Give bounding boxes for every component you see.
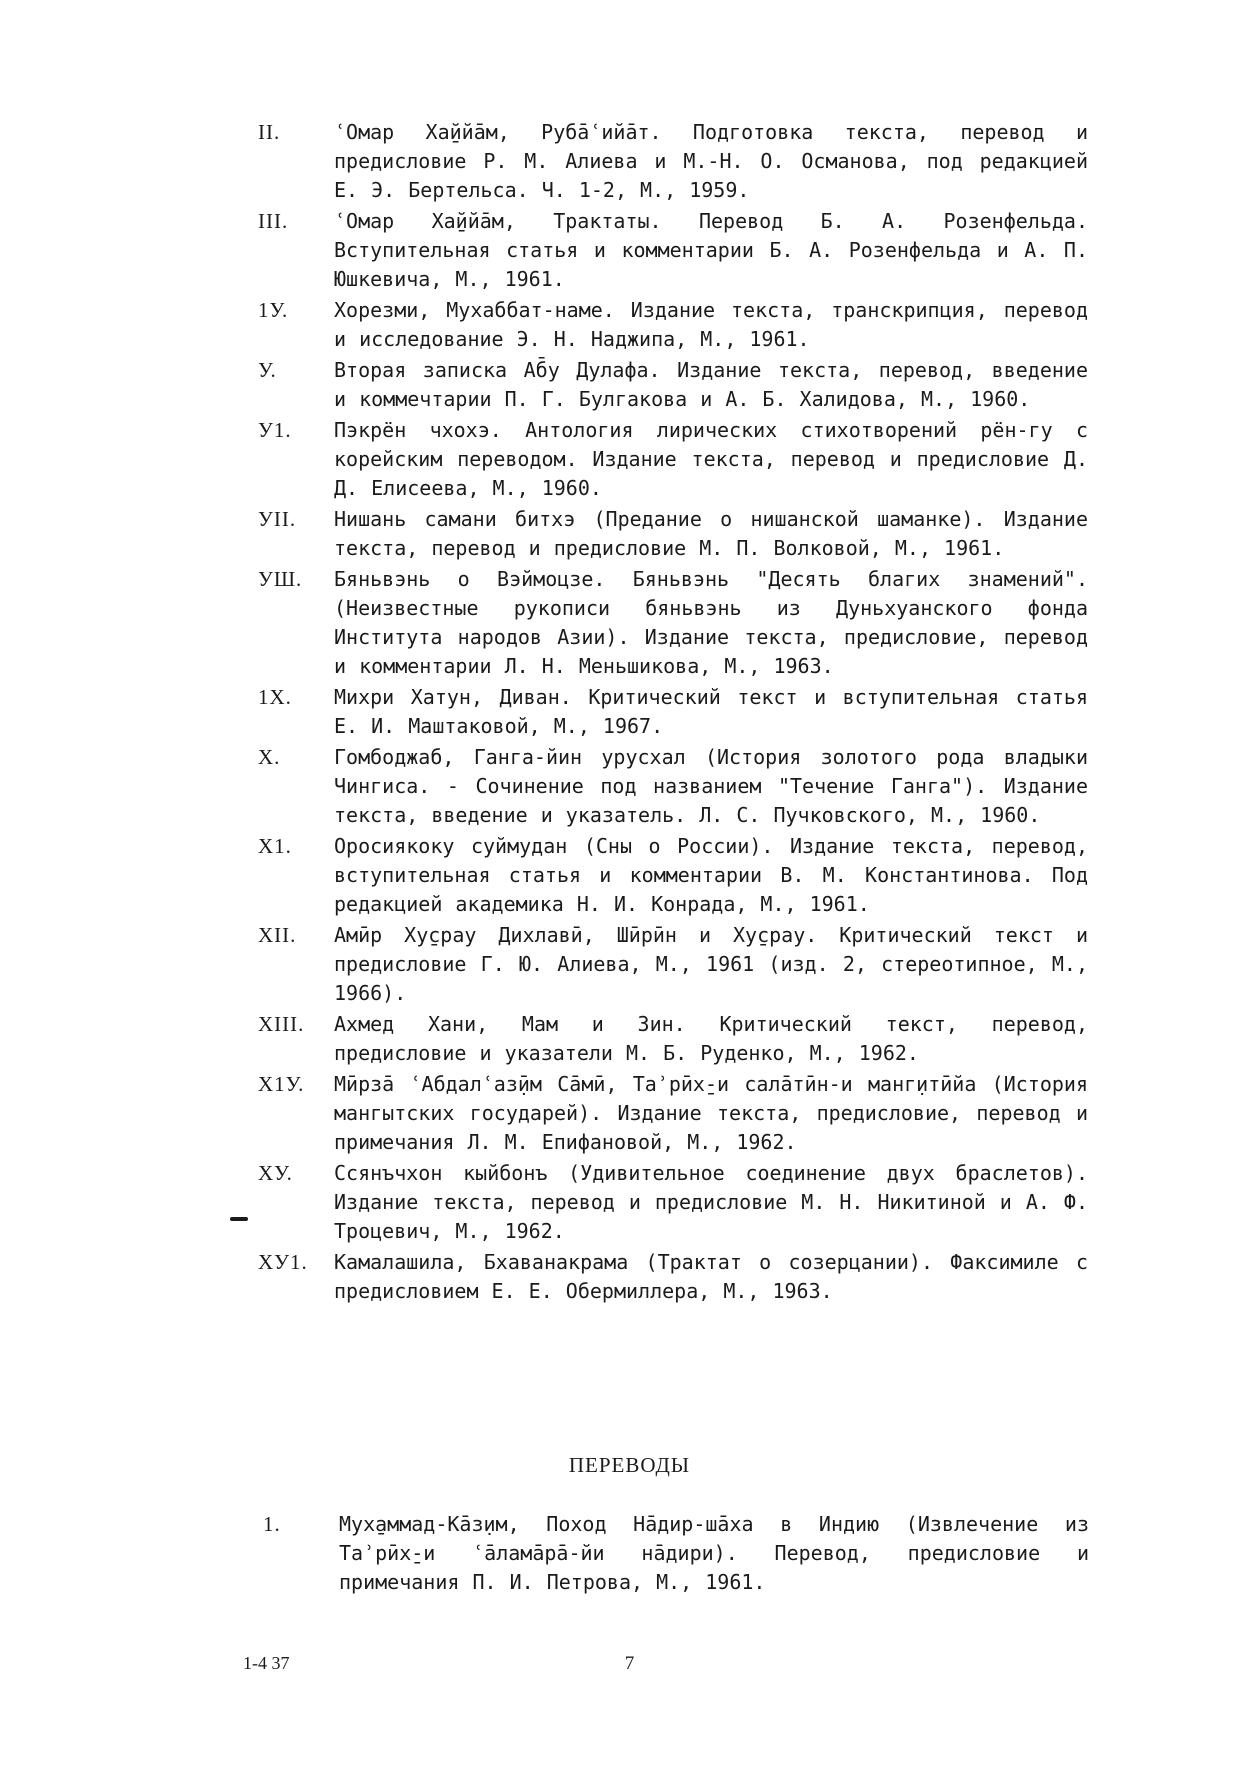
entry-text: Ахмед Хани, Мам и Зин. Критический текст, перевод, предисловие и указатели М. Б. Руденко, М., 1962. <box>334 1012 1088 1065</box>
list-item <box>258 832 1088 919</box>
list-item <box>258 1010 1088 1068</box>
entry-text: Оросиякоку суймудан (Сны о России). Издание текста, перевод, вступительная статья и комментарии В. М. Константинова. Под редакцией академика Н. И. Конрада, М., 1961. <box>334 834 1088 916</box>
entry-number: УII. <box>258 507 297 531</box>
entry-text: Хорезми, Мухаббат-наме. Издание текста, транскрипция, перевод и исследование Э. Н. Наджипа, М., 1961. <box>334 298 1088 351</box>
list-item <box>258 118 1088 205</box>
list-item <box>258 1248 1088 1306</box>
entry-number: Х. <box>258 745 281 769</box>
list-item <box>258 565 1088 681</box>
entry-text: Пэкрён чхохэ. Антология лирических стихотворений рён-гу с корейским переводом. Издание текста, перевод и предисловие Д. Д. Елисеева, М., 1960. <box>334 418 1088 500</box>
list-item <box>258 683 1088 741</box>
entry-number: III. <box>258 209 289 233</box>
entry-text: Мӣрза̄ ʿАбдалʿаз̣ӣм Са̄мӣ, Таʾрӣх̱-и сала̄тӣн-и манг̣итӣйа (История мангытских государей). Издание текста, предисловие, перевод и примечания Л. М. Епифановой, М., 1962. <box>334 1072 1088 1154</box>
signature-code: 1-4 37 <box>243 1653 290 1673</box>
page-number: 7 <box>624 1653 635 1674</box>
entry-number: У1. <box>258 418 292 442</box>
section-heading: ПЕРЕВОДЫ <box>568 1453 691 1477</box>
margin-dash-mark <box>230 1217 248 1221</box>
entry-number: 1У. <box>258 298 289 322</box>
entry-number: ХII. <box>258 923 297 947</box>
list-item <box>258 1070 1088 1157</box>
entry-number: У. <box>258 358 277 382</box>
publication-list <box>258 118 1088 1308</box>
list-item <box>258 505 1088 563</box>
entry-number: 1. <box>263 1512 281 1536</box>
list-item <box>258 416 1088 503</box>
entry-text: ʿОмар Ха̱йй̄ам, Руба̄ʿий̄ат. Подготовка текста, перевод и предисловие Р. М. Алиева и М.-Н. О. Османова, под редакцией Е. Э. Бертельса. Ч. 1-2, М., 1959. <box>334 120 1088 202</box>
list-item <box>258 356 1088 414</box>
list-item <box>258 921 1088 1008</box>
entry-text: Вторая записка Аб̄у Дулафа. Издание текста, перевод, введение и коммечтарии П. Г. Булгакова и А. Б. Халидова, М., 1960. <box>334 358 1088 411</box>
entry-number: 1Х. <box>258 685 292 709</box>
entry-text: Ссянъчхон кыйбонъ (Удивительное соединение двух браслетов). Издание текста, перевод и предисловие М. Н. Никитиной и А. Ф. Троцевич, М., 1962. <box>334 1161 1088 1243</box>
list-item <box>258 207 1088 294</box>
list-item <box>258 296 1088 354</box>
entry-number: ХУ. <box>258 1161 293 1185</box>
entry-number: ХIII. <box>258 1012 305 1036</box>
entry-number: II. <box>258 120 281 144</box>
entry-text: Бяньвэнь о Вэймоцзе. Бяньвэнь "Десять благих знамений". (Неизвестные рукописи бяньвэнь из Дуньхуанского фонда Института народов Азии). Издание текста, предисловие, перевод и комментарии Л. Н. Меньшикова, М., 1963. <box>334 567 1088 678</box>
entry-text: Мух̱аммад-Ка̄з̣им, Поход На̄дир-ша̄ха в Индию (Извлечение из Таʾрӣх̱-и ʿа̄лама̄ра̄-йи на̄дири). Перевод, предисловие и примечания П. И. Петрова, М., 1961. <box>339 1512 1089 1594</box>
entry-text: Нишань самани битхэ (Предание о нишанской шаманке). Издание текста, перевод и предисловие М. П. Волковой, М., 1961. <box>334 507 1088 560</box>
list-item <box>258 743 1088 830</box>
entry-number: Х1. <box>258 834 292 858</box>
entry-text: Гомбоджаб, Ганга-йин урусхал (История золотого рода владыки Чингиса. - Сочинение под названием "Течение Ганга"). Издание текста, введение и указатель. Л. С. Пучковского, М., 1960. <box>334 745 1088 827</box>
entry-number: УШ. <box>258 567 303 591</box>
entry-number: ХУ1. <box>258 1250 308 1274</box>
entry-text: Михри Хатун, Диван. Критический текст и вступительная статья Е. И. Маштаковой, М., 1967. <box>334 685 1088 738</box>
entry-text: ʿОмар Ха̱йй̄ам, Трактаты. Перевод Б. А. Розенфельда. Вступительная статья и комментарии Б. А. Розенфельда и А. П. Юшкевича, М., 1961. <box>334 209 1088 291</box>
entry-text: Амӣр Ху̱срау Дихлавӣ, Шӣрӣн и Ху̱срау. Критический текст и предисловие Г. Ю. Алиева, М., 1961 (изд. 2, стереотипное, М., 1966). <box>334 923 1088 1005</box>
entry-text: Камалашила, Бхаванакрама (Трактат о созерцании). Факсимиле с предисловием Е. Е. Обермиллера, М., 1963. <box>334 1250 1088 1303</box>
translation-item <box>263 1510 1089 1597</box>
entry-number: Х1У. <box>258 1072 305 1096</box>
list-item <box>258 1159 1088 1246</box>
